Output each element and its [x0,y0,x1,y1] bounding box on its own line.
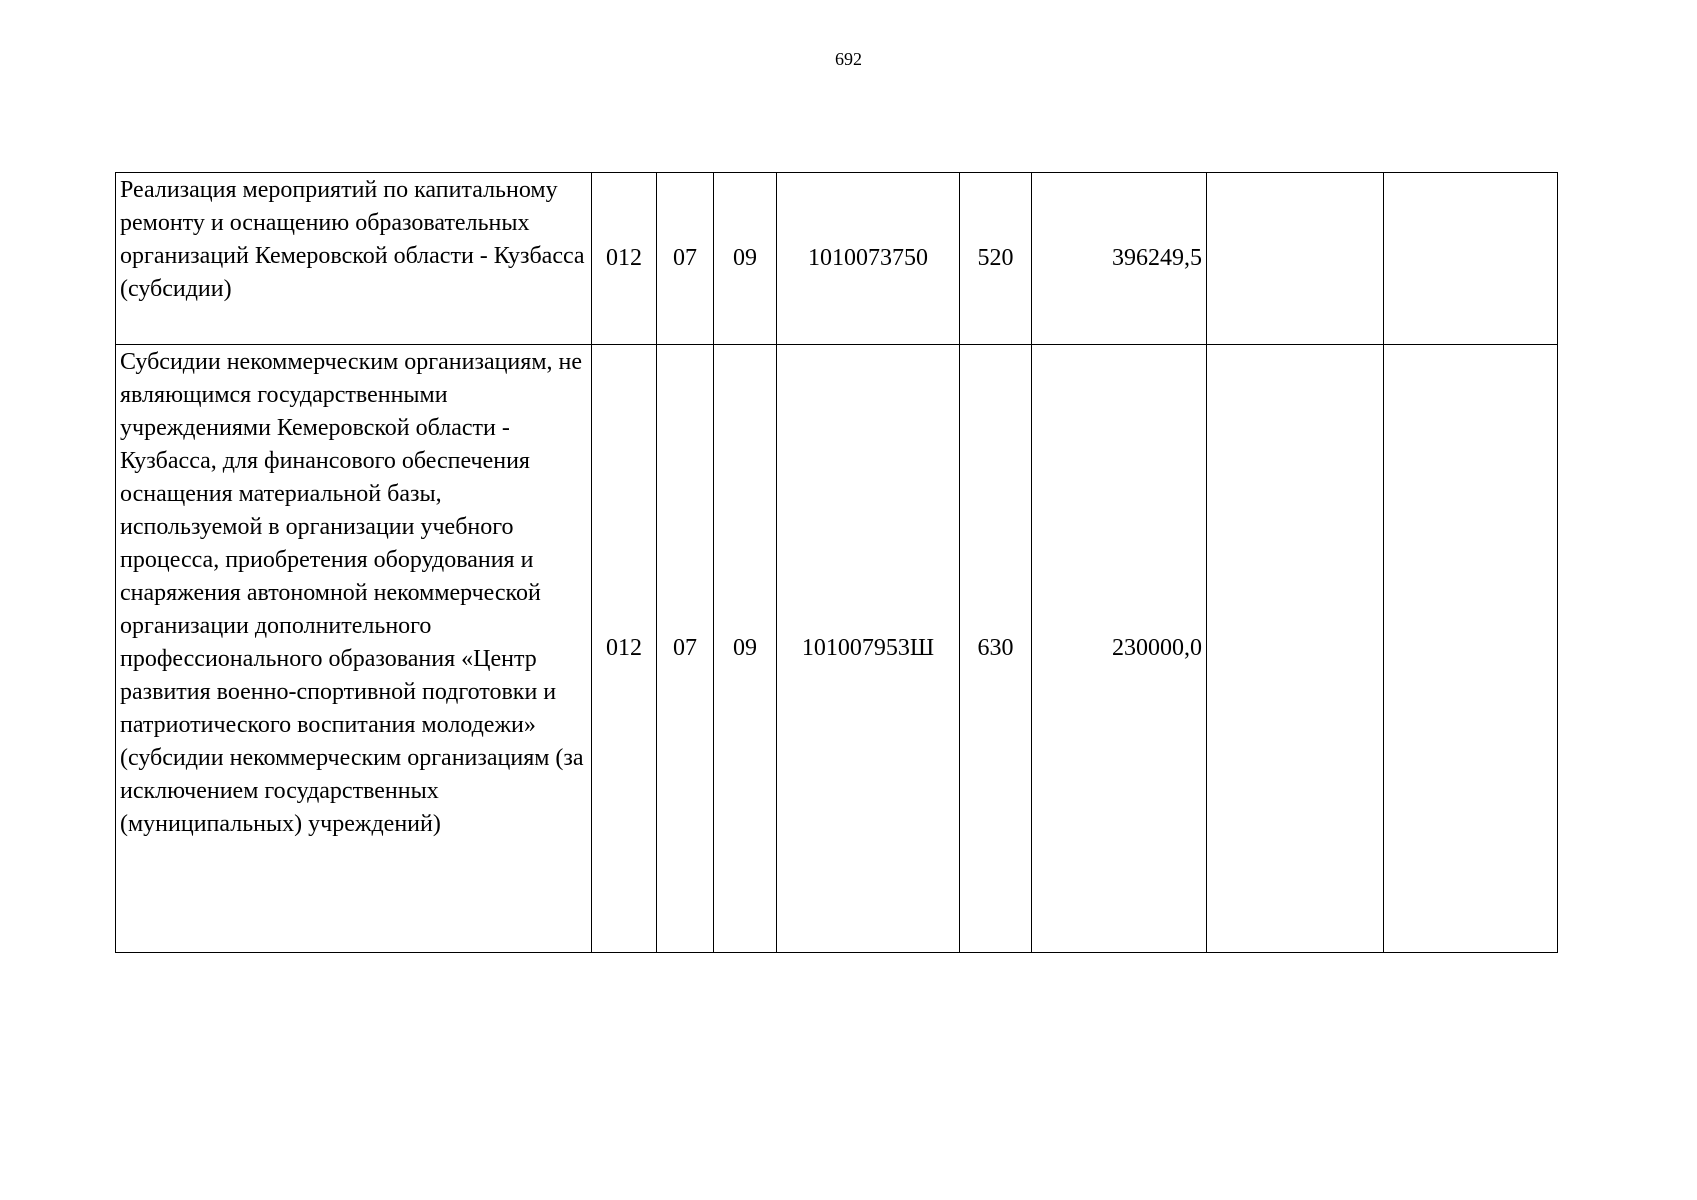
target-article-cell: 101007953Ш [777,345,960,953]
empty-cell [1384,345,1558,953]
section-code-cell: 07 [657,173,714,345]
expense-name-cell: Субсидии некоммерческим организациям, не являющимся государственными учреждениями Кемеровской области - Кузбасса, для финансового обеспечения оснащения материальной базы, используемой в организации учебного процесса, приобретения оборудования и снаряжения автономной некоммерческой организации дополнительного профессионального образования «Центр развития военно-спортивной подготовки и патриотического воспитания молодежи» (субсидии некоммерческим организациям (за исключением государственных (муниципальных) учреждений) [116,345,592,953]
amount-cell: 396249,5 [1032,173,1207,345]
ministry-code-cell: 012 [592,173,657,345]
empty-cell [1207,345,1384,953]
target-article-cell: 1010073750 [777,173,960,345]
subsection-code-cell: 09 [714,345,777,953]
empty-cell [1384,173,1558,345]
expense-name-cell: Реализация мероприятий по капитальному ремонту и оснащению образовательных организаций Кемеровской области - Кузбасса (субсидии) [116,173,592,345]
expense-type-cell: 630 [960,345,1032,953]
expense-type-cell: 520 [960,173,1032,345]
section-code-cell: 07 [657,345,714,953]
budget-table [115,172,1558,953]
subsection-code-cell: 09 [714,173,777,345]
table-row [116,173,1558,345]
table-row [116,345,1558,953]
empty-cell [1207,173,1384,345]
ministry-code-cell: 012 [592,345,657,953]
page-number: 692 [835,49,862,69]
amount-cell: 230000,0 [1032,345,1207,953]
